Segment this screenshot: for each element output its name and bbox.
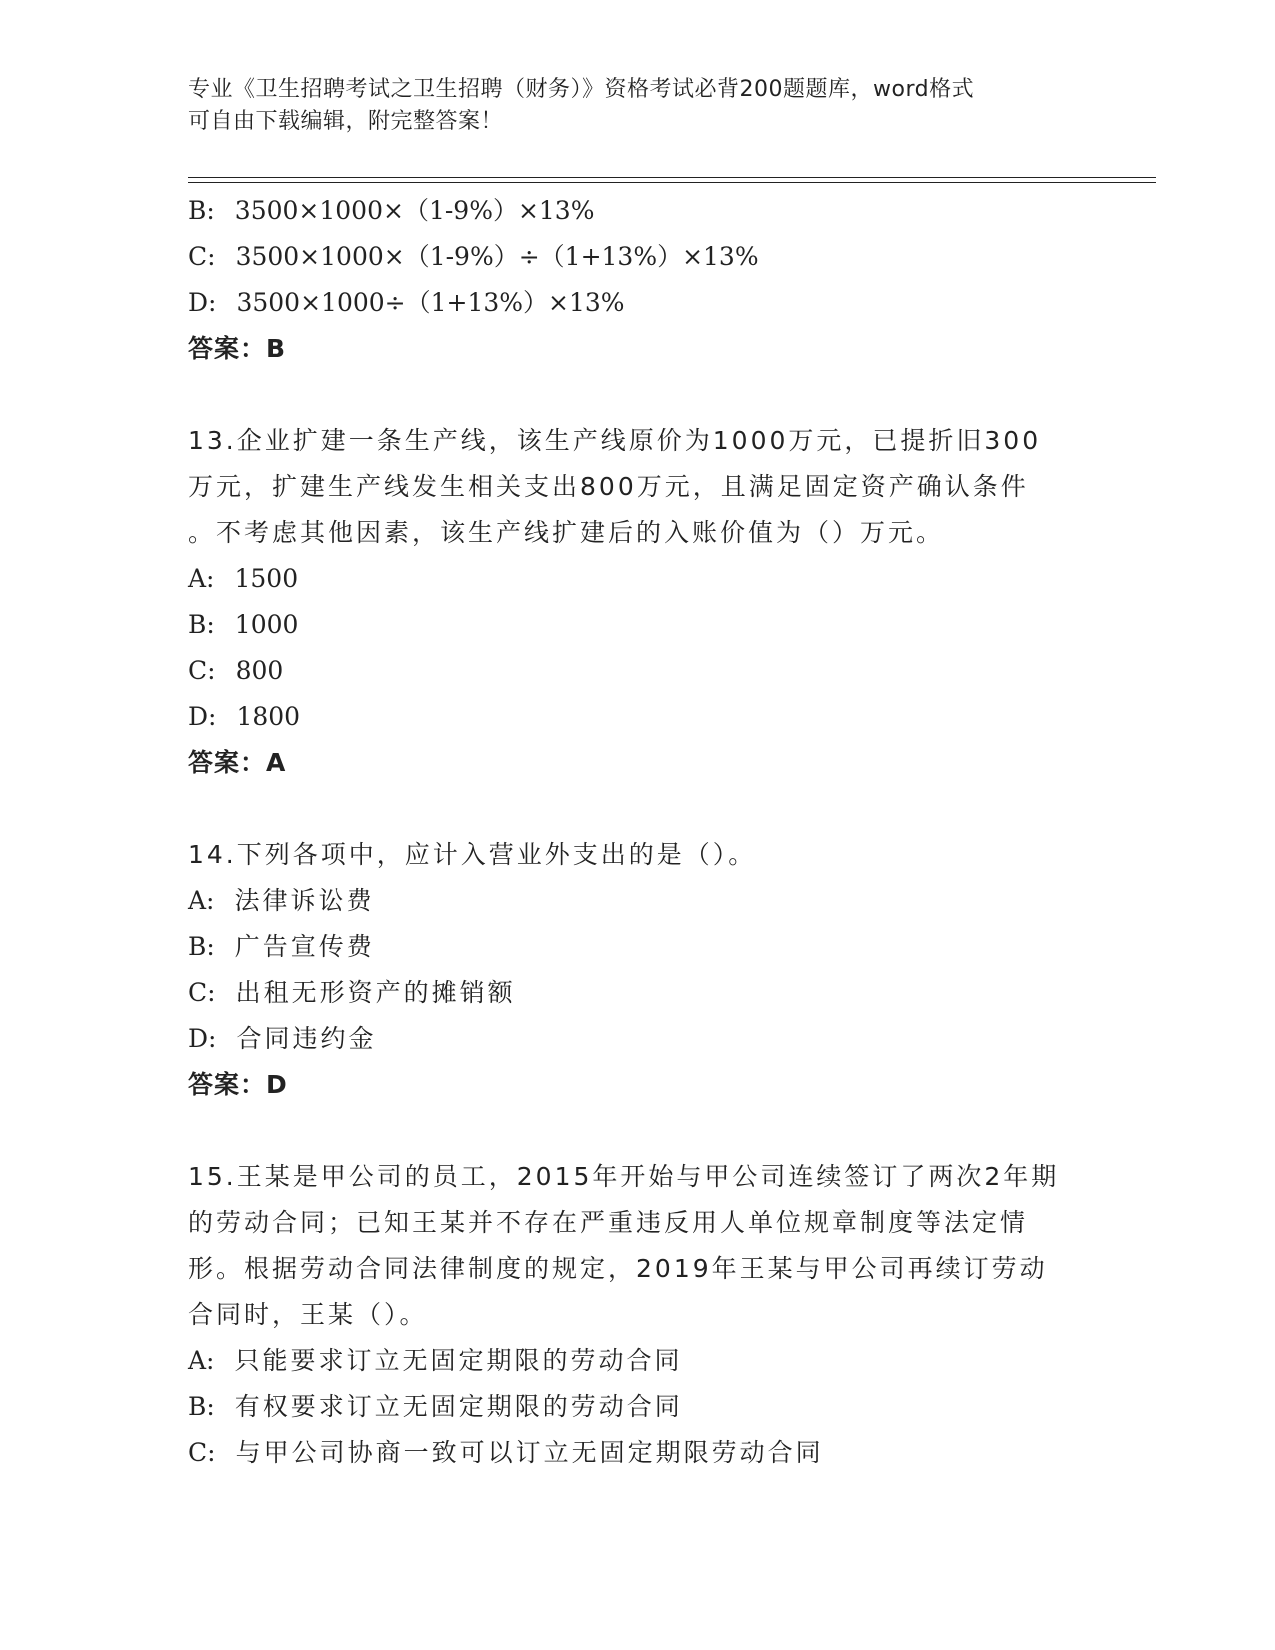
question-stem-line: 。不考虑其他因素，该生产线扩建后的入账价值为（）万元。	[188, 518, 945, 547]
option-a	[188, 878, 1088, 924]
option-letter: B:	[188, 196, 215, 225]
option-text: 3500×1000÷（1+13%）×13%	[236, 288, 625, 317]
option-text: 1500	[234, 564, 299, 593]
option-c	[188, 648, 1088, 694]
header-rule-bottom	[188, 182, 1156, 183]
option-a	[188, 556, 1088, 602]
option-letter: B:	[188, 1392, 215, 1421]
option-text: 只能要求订立无固定期限的劳动合同	[234, 1346, 683, 1375]
option-text: 广告宣传费	[234, 932, 375, 961]
option-letter: C:	[188, 242, 216, 271]
option-c	[188, 970, 1088, 1016]
question-stem-line: 15.王某是甲公司的员工，2015年开始与甲公司连续签订了两次2年期	[188, 1162, 1060, 1191]
option-text: 3500×1000×（1-9%）÷（1+13%）×13%	[235, 242, 759, 271]
option-letter: B:	[188, 610, 215, 639]
option-d	[188, 280, 1088, 326]
option-letter: D:	[188, 702, 217, 731]
option-d	[188, 694, 1088, 740]
question-stem-line: 14.下列各项中，应计入营业外支出的是（）。	[188, 840, 757, 869]
question-12	[188, 188, 1088, 372]
option-text: 合同违约金	[236, 1024, 377, 1053]
header-line-1: 专业《卫生招聘考试之卫生招聘（财务）》资格考试必背200题题库，word格式	[188, 77, 975, 102]
option-letter: D:	[188, 288, 217, 317]
question-14	[188, 832, 1088, 1108]
option-b	[188, 924, 1088, 970]
question-15	[188, 1154, 1088, 1476]
answer: 答案：D	[188, 1070, 288, 1099]
option-text: 800	[235, 656, 284, 685]
question-stem-line: 万元，扩建生产线发生相关支出800万元，且满足固定资产确认条件	[188, 472, 1029, 501]
option-b	[188, 1384, 1088, 1430]
option-letter: C:	[188, 978, 216, 1007]
option-b	[188, 188, 1088, 234]
option-letter: B:	[188, 932, 215, 961]
question-13	[188, 418, 1088, 786]
option-d	[188, 1016, 1088, 1062]
option-text: 法律诉讼费	[234, 886, 375, 915]
answer: 答案：A	[188, 748, 287, 777]
option-text: 有权要求订立无固定期限的劳动合同	[234, 1392, 683, 1421]
header-line-2: 可自由下载编辑，附完整答案！	[188, 109, 504, 134]
option-letter: C:	[188, 1438, 216, 1467]
question-stem-line: 合同时，王某（）。	[188, 1300, 428, 1329]
question-stem-line: 形。根据劳动合同法律制度的规定，2019年王某与甲公司再续订劳动	[188, 1254, 1048, 1283]
option-text: 与甲公司协商一致可以订立无固定期限劳动合同	[235, 1438, 824, 1467]
option-letter: A:	[188, 886, 215, 915]
option-letter: C:	[188, 656, 216, 685]
option-letter: A:	[188, 564, 215, 593]
document-header	[188, 74, 1068, 138]
option-c	[188, 1430, 1088, 1476]
option-letter: D:	[188, 1024, 217, 1053]
question-content	[188, 188, 1088, 1476]
option-c	[188, 234, 1088, 280]
question-stem-line: 的劳动合同；已知王某并不存在严重违反用人单位规章制度等法定情	[188, 1208, 1029, 1237]
option-a	[188, 1338, 1088, 1384]
option-text: 1800	[236, 702, 301, 731]
question-stem-line: 13.企业扩建一条生产线，该生产线原价为1000万元，已提折旧300	[188, 426, 1042, 455]
option-b	[188, 602, 1088, 648]
option-text: 3500×1000×（1-9%）×13%	[234, 196, 595, 225]
option-letter: A:	[188, 1346, 215, 1375]
answer: 答案：B	[188, 334, 287, 363]
header-rule-top	[188, 177, 1156, 178]
option-text: 1000	[234, 610, 299, 639]
option-text: 出租无形资产的摊销额	[235, 978, 516, 1007]
